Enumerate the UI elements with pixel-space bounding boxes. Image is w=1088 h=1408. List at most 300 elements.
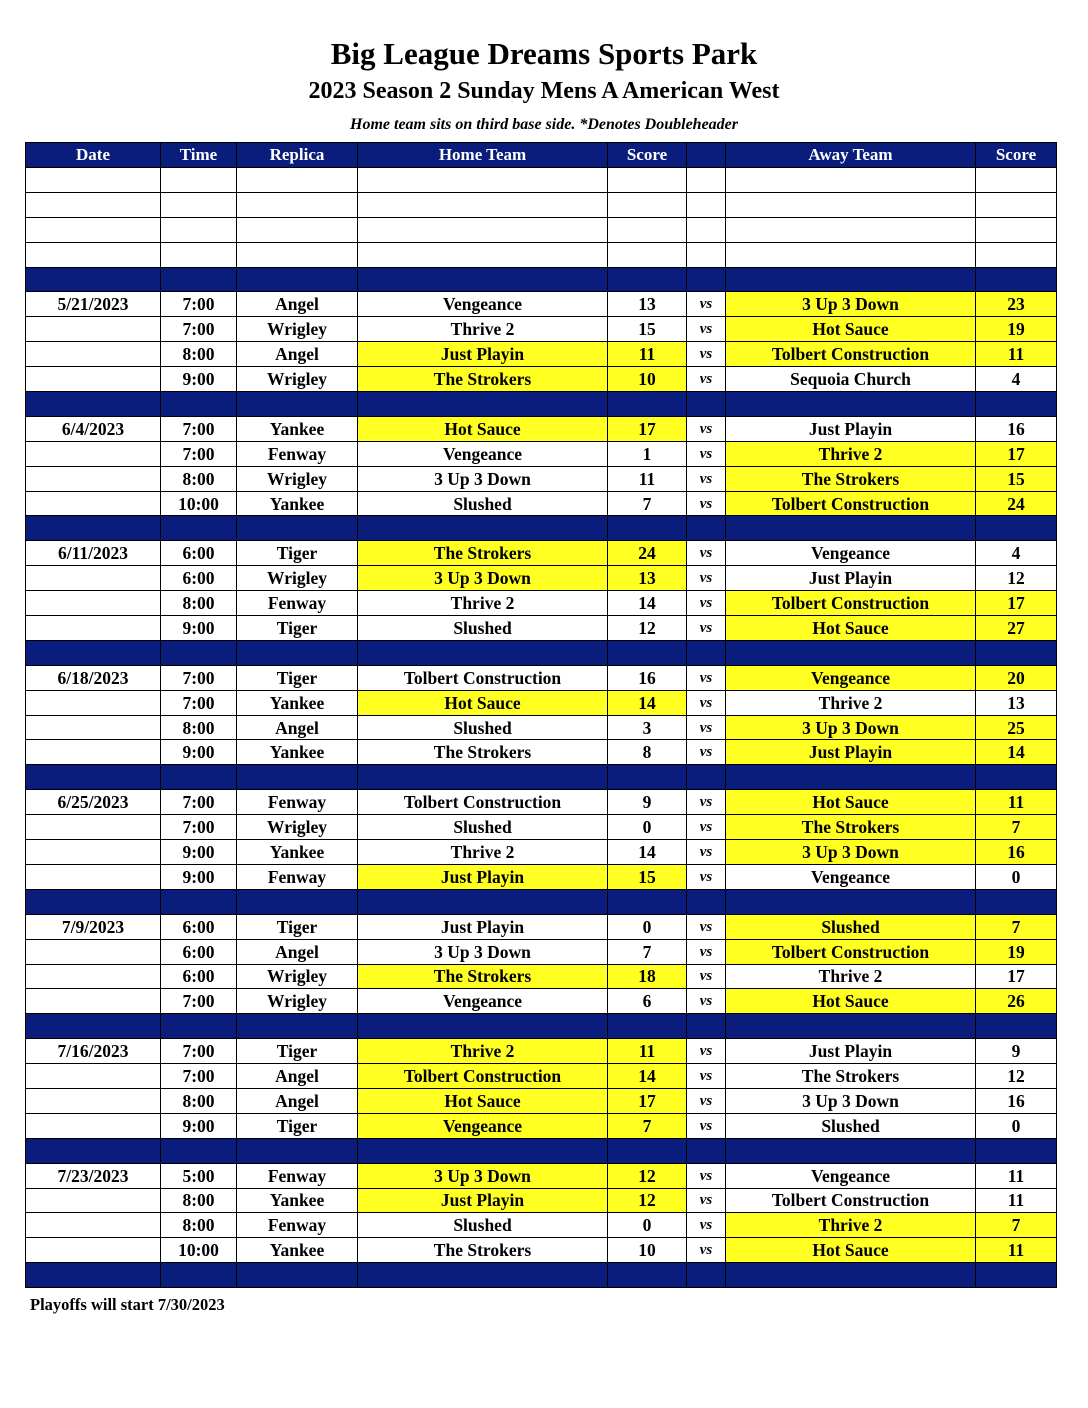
vs-label: vs — [687, 1088, 726, 1113]
empty-cell — [358, 1014, 608, 1039]
empty-cell — [976, 765, 1057, 790]
empty-cell — [26, 242, 161, 267]
away-score-cell: 25 — [976, 715, 1057, 740]
empty-cell — [26, 267, 161, 292]
schedule-table — [25, 142, 1057, 1288]
away-score-cell: 11 — [976, 1238, 1057, 1263]
empty-cell — [237, 192, 358, 217]
home-team-cell: Thrive 2 — [358, 840, 608, 865]
home-score-cell: 0 — [608, 815, 687, 840]
home-team-cell: Slushed — [358, 616, 608, 641]
separator-row — [26, 392, 1057, 417]
away-team-cell: 3 Up 3 Down — [726, 715, 976, 740]
away-team-cell: Just Playin — [726, 740, 976, 765]
home-score-cell: 15 — [608, 317, 687, 342]
away-score-cell: 20 — [976, 665, 1057, 690]
home-score-cell: 7 — [608, 939, 687, 964]
home-team-cell: Vengeance — [358, 441, 608, 466]
date-cell: 7/23/2023 — [26, 1163, 161, 1188]
column-header: Score — [608, 143, 687, 168]
vs-label: vs — [687, 690, 726, 715]
vs-label: vs — [687, 790, 726, 815]
home-team-cell: Slushed — [358, 815, 608, 840]
empty-cell — [358, 889, 608, 914]
empty-cell — [358, 242, 608, 267]
page-title: Big League Dreams Sports Park — [330, 36, 758, 71]
vs-label: vs — [687, 740, 726, 765]
home-score-cell: 14 — [608, 1064, 687, 1089]
away-score-cell: 11 — [976, 1188, 1057, 1213]
replica-cell: Wrigley — [237, 367, 358, 392]
away-score-cell: 17 — [976, 441, 1057, 466]
date-cell: 6/11/2023 — [26, 541, 161, 566]
time-cell: 9:00 — [161, 1113, 237, 1138]
empty-cell — [726, 765, 976, 790]
home-team-cell: Vengeance — [358, 292, 608, 317]
empty-cell — [161, 1263, 237, 1288]
home-team-cell: The Strokers — [358, 740, 608, 765]
game-row — [26, 342, 1057, 367]
empty-cell — [687, 640, 726, 665]
vs-label: vs — [687, 416, 726, 441]
replica-cell: Wrigley — [237, 815, 358, 840]
game-row — [26, 441, 1057, 466]
game-row — [26, 541, 1057, 566]
time-cell: 8:00 — [161, 342, 237, 367]
time-cell: 7:00 — [161, 989, 237, 1014]
empty-cell — [161, 640, 237, 665]
time-cell: 10:00 — [161, 491, 237, 516]
empty-cell — [358, 1138, 608, 1163]
replica-cell: Fenway — [237, 441, 358, 466]
away-score-cell: 14 — [976, 740, 1057, 765]
away-team-cell: Hot Sauce — [726, 317, 976, 342]
empty-cell — [358, 217, 608, 242]
home-score-cell: 14 — [608, 591, 687, 616]
game-row — [26, 1113, 1057, 1138]
home-team-cell: Hot Sauce — [358, 1088, 608, 1113]
date-cell — [26, 989, 161, 1014]
time-cell: 9:00 — [161, 840, 237, 865]
replica-cell: Yankee — [237, 1188, 358, 1213]
empty-cell — [26, 889, 161, 914]
away-team-cell: The Strokers — [726, 466, 976, 491]
date-cell: 6/25/2023 — [26, 790, 161, 815]
away-team-cell: Tolbert Construction — [726, 1188, 976, 1213]
home-score-cell: 0 — [608, 914, 687, 939]
away-team-cell: Vengeance — [726, 541, 976, 566]
home-score-cell: 16 — [608, 665, 687, 690]
replica-cell: Wrigley — [237, 964, 358, 989]
vs-label: vs — [687, 441, 726, 466]
empty-cell — [358, 765, 608, 790]
empty-cell — [976, 192, 1057, 217]
game-row — [26, 1088, 1057, 1113]
home-team-cell: Slushed — [358, 1213, 608, 1238]
date-cell — [26, 591, 161, 616]
date-cell: 7/16/2023 — [26, 1039, 161, 1064]
empty-cell — [608, 640, 687, 665]
game-row — [26, 416, 1057, 441]
home-score-cell: 9 — [608, 790, 687, 815]
vs-label: vs — [687, 939, 726, 964]
separator-row — [26, 516, 1057, 541]
empty-cell — [687, 1138, 726, 1163]
time-cell: 7:00 — [161, 690, 237, 715]
date-cell — [26, 317, 161, 342]
playoffs-note: Playoffs will start 7/30/2023 — [30, 1295, 225, 1314]
game-row — [26, 466, 1057, 491]
game-row — [26, 317, 1057, 342]
away-team-cell: Tolbert Construction — [726, 591, 976, 616]
home-team-cell: 3 Up 3 Down — [358, 939, 608, 964]
empty-cell — [608, 1138, 687, 1163]
away-team-cell: The Strokers — [726, 1064, 976, 1089]
home-team-cell: Vengeance — [358, 989, 608, 1014]
replica-cell: Angel — [237, 715, 358, 740]
date-cell — [26, 1088, 161, 1113]
away-score-cell: 4 — [976, 541, 1057, 566]
away-team-cell: Tolbert Construction — [726, 491, 976, 516]
replica-cell: Tiger — [237, 1039, 358, 1064]
home-team-cell: Vengeance — [358, 1113, 608, 1138]
empty-cell — [687, 1263, 726, 1288]
vs-label: vs — [687, 292, 726, 317]
empty-cell — [608, 765, 687, 790]
vs-label: vs — [687, 1213, 726, 1238]
game-row — [26, 790, 1057, 815]
empty-cell — [237, 1263, 358, 1288]
replica-cell: Yankee — [237, 491, 358, 516]
game-row — [26, 740, 1057, 765]
home-score-cell: 3 — [608, 715, 687, 740]
replica-cell: Tiger — [237, 1113, 358, 1138]
empty-cell — [608, 192, 687, 217]
home-score-cell: 6 — [608, 989, 687, 1014]
game-row — [26, 1064, 1057, 1089]
date-cell — [26, 864, 161, 889]
empty-cell — [976, 1138, 1057, 1163]
empty-cell — [358, 1263, 608, 1288]
home-score-cell: 12 — [608, 1163, 687, 1188]
empty-cell — [687, 217, 726, 242]
empty-cell — [237, 516, 358, 541]
game-row — [26, 840, 1057, 865]
date-cell — [26, 491, 161, 516]
away-score-cell: 7 — [976, 1213, 1057, 1238]
blank-row — [26, 168, 1057, 193]
vs-label: vs — [687, 466, 726, 491]
date-cell — [26, 566, 161, 591]
empty-cell — [687, 765, 726, 790]
game-row — [26, 1213, 1057, 1238]
separator-row — [26, 267, 1057, 292]
empty-cell — [687, 516, 726, 541]
vs-label: vs — [687, 1163, 726, 1188]
home-team-cell: Thrive 2 — [358, 1039, 608, 1064]
empty-cell — [726, 1138, 976, 1163]
away-team-cell: The Strokers — [726, 815, 976, 840]
empty-cell — [608, 267, 687, 292]
date-cell — [26, 1188, 161, 1213]
empty-cell — [26, 192, 161, 217]
separator-row — [26, 640, 1057, 665]
separator-row — [26, 1138, 1057, 1163]
empty-cell — [726, 242, 976, 267]
home-team-cell: Thrive 2 — [358, 591, 608, 616]
blank-row — [26, 192, 1057, 217]
home-team-cell: Hot Sauce — [358, 690, 608, 715]
away-score-cell: 11 — [976, 342, 1057, 367]
game-row — [26, 964, 1057, 989]
home-team-cell: Slushed — [358, 715, 608, 740]
time-cell: 7:00 — [161, 292, 237, 317]
home-score-cell: 12 — [608, 616, 687, 641]
replica-cell: Yankee — [237, 1238, 358, 1263]
away-score-cell: 4 — [976, 367, 1057, 392]
date-cell: 6/4/2023 — [26, 416, 161, 441]
replica-cell: Fenway — [237, 790, 358, 815]
vs-label: vs — [687, 840, 726, 865]
away-team-cell: Just Playin — [726, 566, 976, 591]
home-team-cell: The Strokers — [358, 367, 608, 392]
blank-row — [26, 217, 1057, 242]
vs-label: vs — [687, 342, 726, 367]
time-cell: 9:00 — [161, 740, 237, 765]
away-score-cell: 13 — [976, 690, 1057, 715]
time-cell: 10:00 — [161, 1238, 237, 1263]
empty-cell — [726, 392, 976, 417]
game-row — [26, 1238, 1057, 1263]
replica-cell: Fenway — [237, 864, 358, 889]
home-team-cell: The Strokers — [358, 1238, 608, 1263]
empty-cell — [726, 640, 976, 665]
replica-cell: Angel — [237, 342, 358, 367]
page-subtitle: 2023 Season 2 Sunday Mens A American West — [308, 78, 780, 104]
home-team-cell: Tolbert Construction — [358, 790, 608, 815]
time-cell: 7:00 — [161, 317, 237, 342]
home-team-cell: Hot Sauce — [358, 416, 608, 441]
empty-cell — [358, 640, 608, 665]
empty-cell — [237, 1014, 358, 1039]
date-cell — [26, 1238, 161, 1263]
empty-cell — [976, 267, 1057, 292]
home-team-cell: Tolbert Construction — [358, 1064, 608, 1089]
empty-cell — [237, 168, 358, 193]
away-score-cell: 27 — [976, 616, 1057, 641]
away-team-cell: Sequoia Church — [726, 367, 976, 392]
date-cell: 7/9/2023 — [26, 914, 161, 939]
replica-cell: Yankee — [237, 740, 358, 765]
time-cell: 9:00 — [161, 616, 237, 641]
away-team-cell: Hot Sauce — [726, 616, 976, 641]
empty-cell — [726, 192, 976, 217]
empty-cell — [976, 516, 1057, 541]
schedule-note: Home team sits on third base side. *Denotes Doubleheader — [350, 116, 738, 133]
home-score-cell: 0 — [608, 1213, 687, 1238]
vs-label: vs — [687, 616, 726, 641]
empty-cell — [161, 1138, 237, 1163]
schedule-body — [26, 168, 1057, 1288]
time-cell: 6:00 — [161, 964, 237, 989]
home-score-cell: 11 — [608, 1039, 687, 1064]
empty-cell — [237, 267, 358, 292]
away-score-cell: 26 — [976, 989, 1057, 1014]
empty-cell — [726, 1014, 976, 1039]
empty-cell — [161, 242, 237, 267]
vs-label: vs — [687, 864, 726, 889]
empty-cell — [161, 765, 237, 790]
empty-cell — [161, 217, 237, 242]
game-row — [26, 939, 1057, 964]
home-score-cell: 7 — [608, 1113, 687, 1138]
date-cell — [26, 715, 161, 740]
empty-cell — [687, 168, 726, 193]
home-team-cell: 3 Up 3 Down — [358, 466, 608, 491]
home-score-cell: 18 — [608, 964, 687, 989]
date-cell — [26, 367, 161, 392]
column-header — [687, 143, 726, 168]
empty-cell — [358, 168, 608, 193]
home-score-cell: 8 — [608, 740, 687, 765]
game-row — [26, 815, 1057, 840]
empty-cell — [608, 242, 687, 267]
home-score-cell: 12 — [608, 1188, 687, 1213]
away-team-cell: 3 Up 3 Down — [726, 840, 976, 865]
empty-cell — [726, 168, 976, 193]
separator-row — [26, 1014, 1057, 1039]
empty-cell — [726, 1263, 976, 1288]
home-score-cell: 13 — [608, 292, 687, 317]
away-team-cell: 3 Up 3 Down — [726, 292, 976, 317]
away-score-cell: 17 — [976, 964, 1057, 989]
away-team-cell: Thrive 2 — [726, 964, 976, 989]
replica-cell: Angel — [237, 1064, 358, 1089]
home-score-cell: 11 — [608, 342, 687, 367]
empty-cell — [161, 168, 237, 193]
home-score-cell: 17 — [608, 1088, 687, 1113]
replica-cell: Wrigley — [237, 566, 358, 591]
away-score-cell: 16 — [976, 416, 1057, 441]
time-cell: 6:00 — [161, 566, 237, 591]
date-cell — [26, 342, 161, 367]
home-score-cell: 15 — [608, 864, 687, 889]
time-cell: 8:00 — [161, 1213, 237, 1238]
empty-cell — [26, 1263, 161, 1288]
replica-cell: Tiger — [237, 541, 358, 566]
away-team-cell: Hot Sauce — [726, 989, 976, 1014]
date-cell — [26, 466, 161, 491]
column-header: Time — [161, 143, 237, 168]
away-team-cell: Hot Sauce — [726, 790, 976, 815]
time-cell: 6:00 — [161, 541, 237, 566]
time-cell: 7:00 — [161, 790, 237, 815]
away-score-cell: 7 — [976, 815, 1057, 840]
vs-label: vs — [687, 1113, 726, 1138]
empty-cell — [687, 889, 726, 914]
vs-label: vs — [687, 715, 726, 740]
away-score-cell: 11 — [976, 790, 1057, 815]
column-header-row — [26, 143, 1057, 168]
vs-label: vs — [687, 1039, 726, 1064]
away-score-cell: 16 — [976, 840, 1057, 865]
empty-cell — [608, 516, 687, 541]
away-team-cell: Thrive 2 — [726, 1213, 976, 1238]
empty-cell — [608, 392, 687, 417]
date-cell — [26, 1213, 161, 1238]
empty-cell — [237, 889, 358, 914]
time-cell: 9:00 — [161, 864, 237, 889]
away-score-cell: 9 — [976, 1039, 1057, 1064]
empty-cell — [161, 392, 237, 417]
column-header: Away Team — [726, 143, 976, 168]
home-score-cell: 7 — [608, 491, 687, 516]
date-cell — [26, 690, 161, 715]
separator-row — [26, 765, 1057, 790]
time-cell: 8:00 — [161, 1188, 237, 1213]
vs-label: vs — [687, 989, 726, 1014]
vs-label: vs — [687, 1188, 726, 1213]
vs-label: vs — [687, 541, 726, 566]
away-score-cell: 12 — [976, 566, 1057, 591]
game-row — [26, 690, 1057, 715]
empty-cell — [726, 217, 976, 242]
empty-cell — [26, 516, 161, 541]
empty-cell — [358, 516, 608, 541]
away-score-cell: 7 — [976, 914, 1057, 939]
time-cell: 9:00 — [161, 367, 237, 392]
away-score-cell: 15 — [976, 466, 1057, 491]
home-score-cell: 10 — [608, 367, 687, 392]
away-team-cell: Just Playin — [726, 416, 976, 441]
empty-cell — [26, 640, 161, 665]
game-row — [26, 1039, 1057, 1064]
empty-cell — [237, 765, 358, 790]
away-team-cell: Tolbert Construction — [726, 342, 976, 367]
away-score-cell: 17 — [976, 591, 1057, 616]
time-cell: 7:00 — [161, 441, 237, 466]
away-team-cell: Thrive 2 — [726, 690, 976, 715]
empty-cell — [726, 889, 976, 914]
empty-cell — [237, 640, 358, 665]
empty-cell — [237, 1138, 358, 1163]
empty-cell — [976, 1014, 1057, 1039]
empty-cell — [687, 242, 726, 267]
empty-cell — [976, 217, 1057, 242]
replica-cell: Wrigley — [237, 317, 358, 342]
replica-cell: Fenway — [237, 1213, 358, 1238]
home-score-cell: 11 — [608, 466, 687, 491]
empty-cell — [976, 640, 1057, 665]
date-cell: 5/21/2023 — [26, 292, 161, 317]
vs-label: vs — [687, 914, 726, 939]
game-row — [26, 715, 1057, 740]
separator-row — [26, 1263, 1057, 1288]
replica-cell: Yankee — [237, 690, 358, 715]
away-team-cell: Vengeance — [726, 864, 976, 889]
game-row — [26, 566, 1057, 591]
away-score-cell: 19 — [976, 317, 1057, 342]
away-score-cell: 0 — [976, 864, 1057, 889]
time-cell: 5:00 — [161, 1163, 237, 1188]
time-cell: 7:00 — [161, 416, 237, 441]
column-header: Home Team — [358, 143, 608, 168]
home-score-cell: 14 — [608, 840, 687, 865]
vs-label: vs — [687, 964, 726, 989]
empty-cell — [726, 516, 976, 541]
replica-cell: Tiger — [237, 914, 358, 939]
home-score-cell: 14 — [608, 690, 687, 715]
